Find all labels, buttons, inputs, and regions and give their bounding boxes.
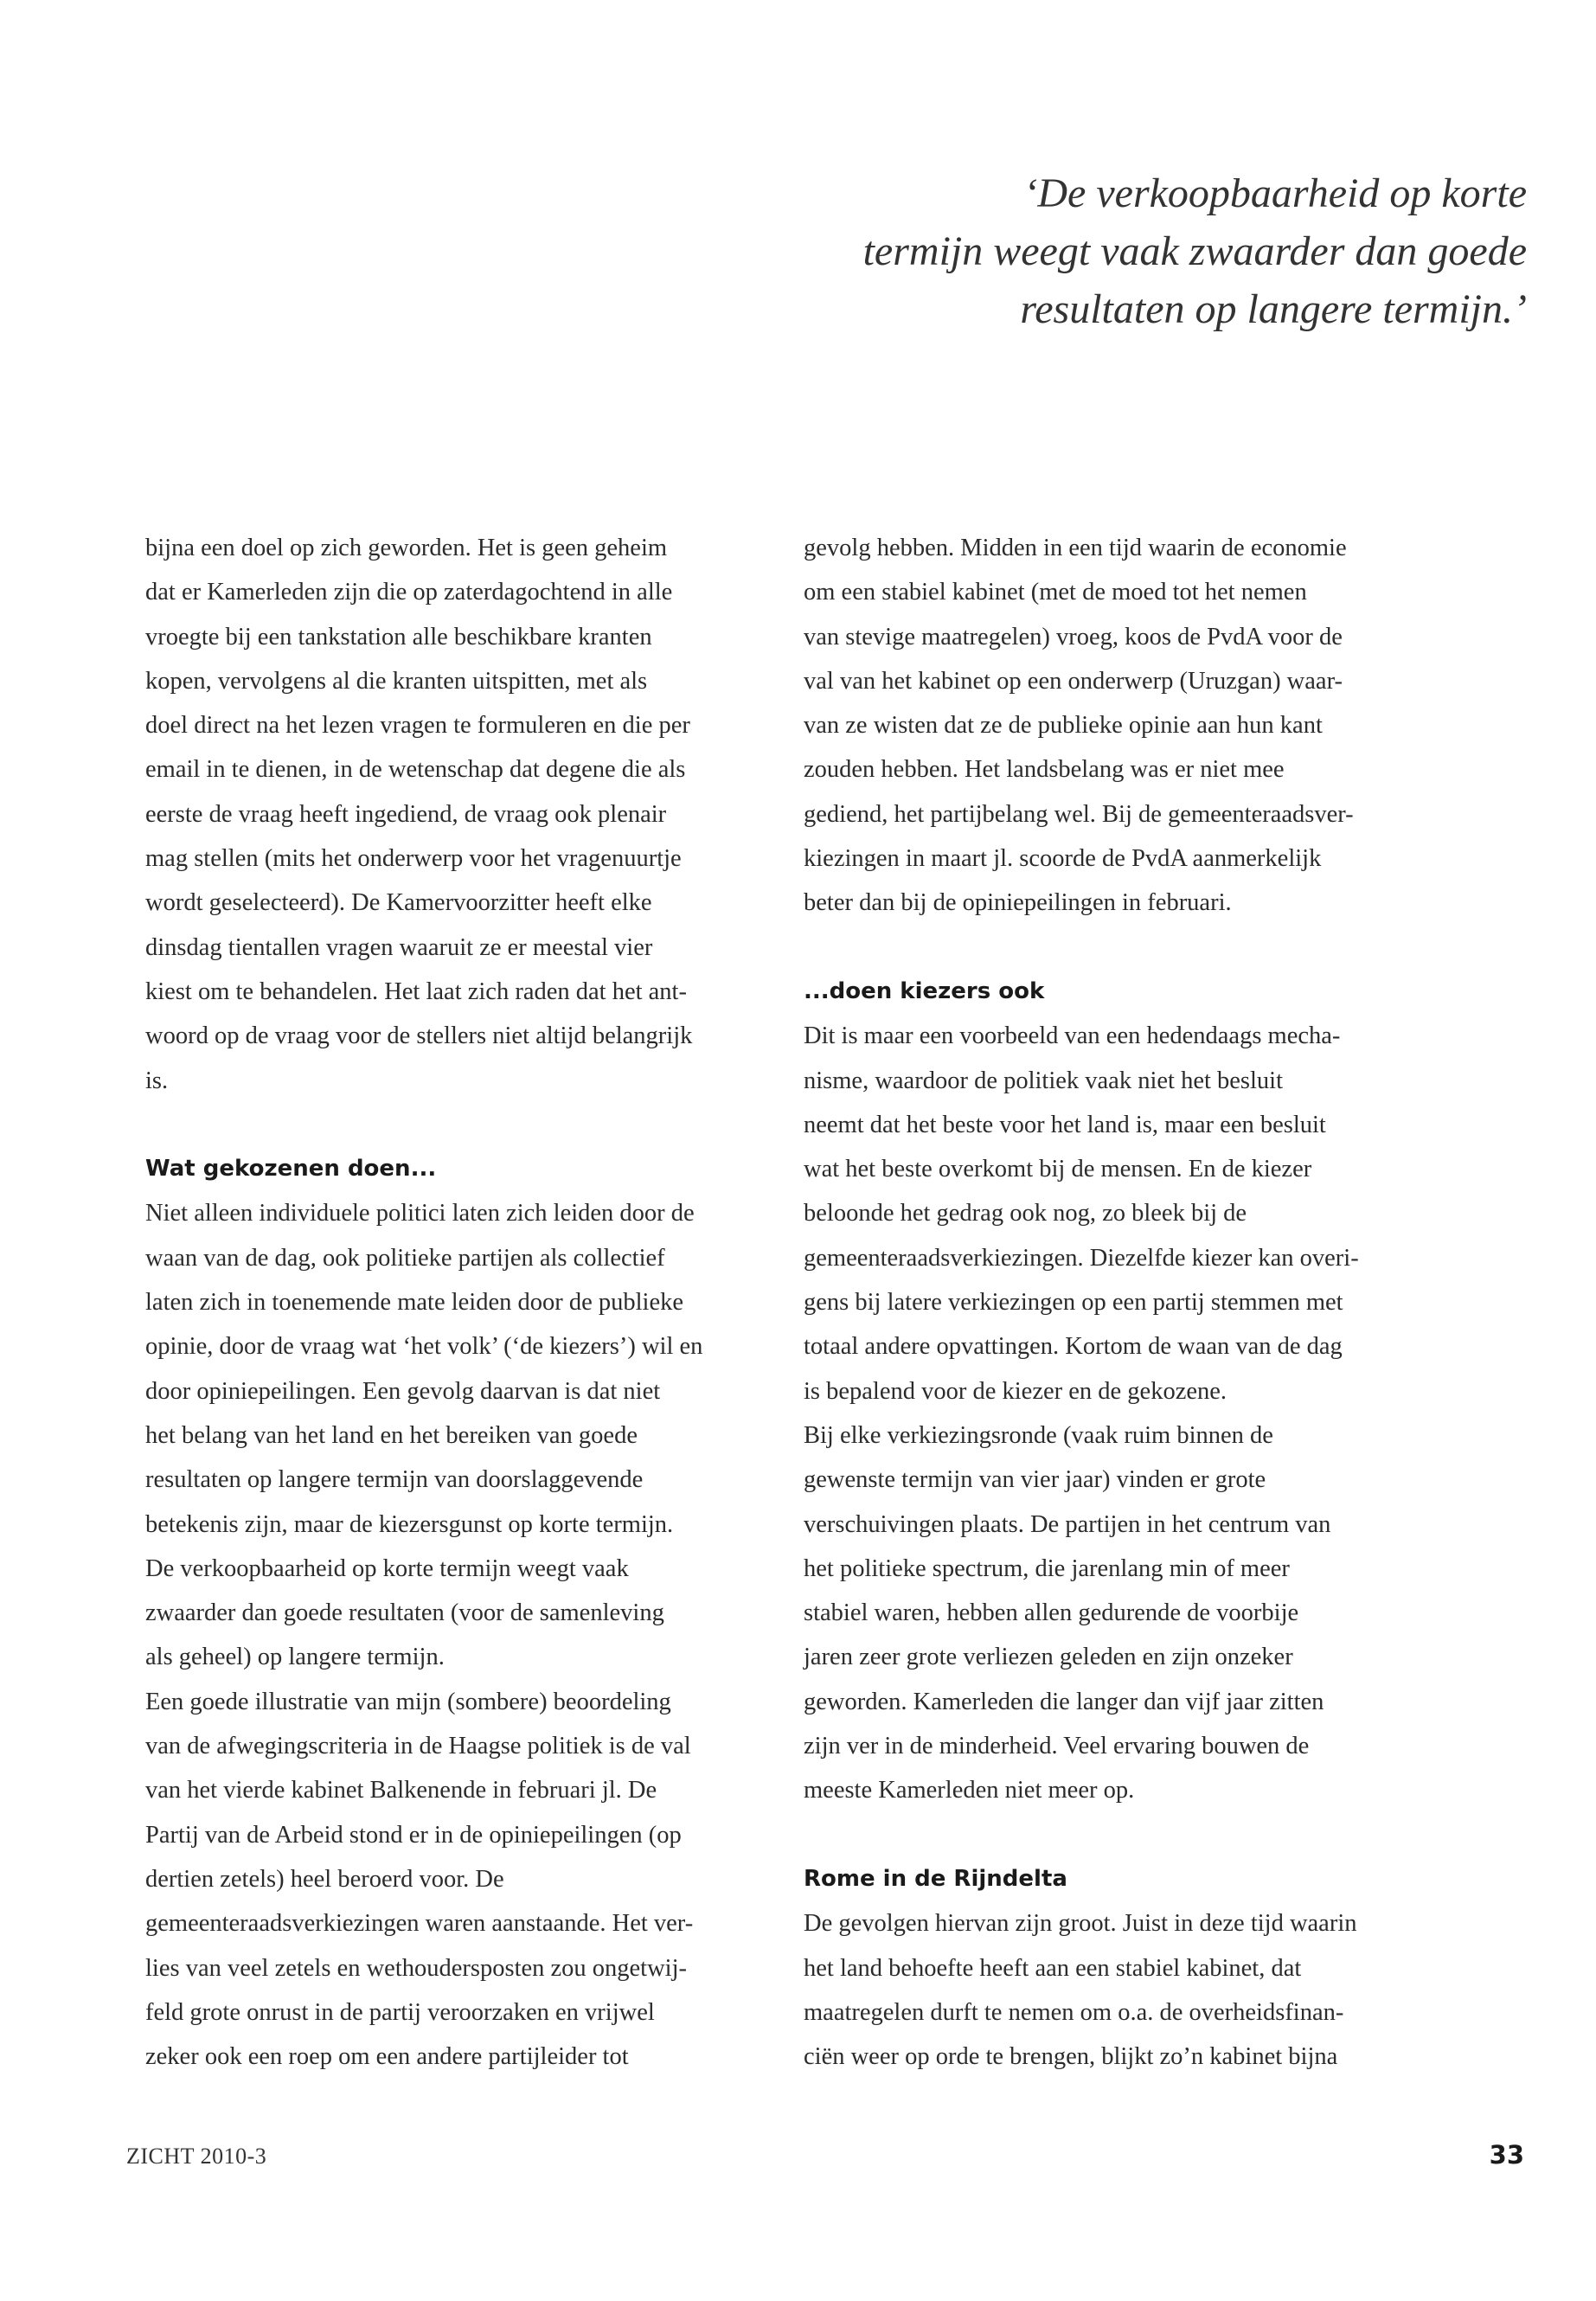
text-line: beloonde het gedrag ook nog, zo bleek bij de (804, 1200, 1247, 1227)
text-line: van stevige maatregelen) vroeg, koos de PvdA voor de (804, 623, 1343, 651)
pull-quote-line: resultaten op langere termijn.’ (1020, 286, 1527, 332)
text-line: van de afwegingscriteria in de Haagse politiek is de val (145, 1733, 691, 1760)
text-line: verschuivingen plaats. De partijen in het centrum van (804, 1510, 1331, 1538)
text-line: woord op de vraag voor de stellers niet altijd belangrijk (145, 1022, 693, 1050)
text-line: totaal andere opvattingen. Kortom de waan van de dag (804, 1333, 1343, 1361)
text-line: De gevolgen hiervan zijn groot. Juist in deze tijd waarin (804, 1910, 1357, 1938)
text-line: kiest om te behandelen. Het laat zich raden dat het ant- (145, 977, 687, 1005)
text-line: gemeenteraadsverkiezingen waren aanstaande. Het ver- (145, 1910, 694, 1938)
pull-quote (662, 164, 1527, 338)
text-line: van ze wisten dat ze de publieke opinie aan hun kant (804, 712, 1323, 740)
text-line: dat er Kamerleden zijn die op zaterdagochtend in alle (145, 579, 673, 606)
text-line: mag stellen (mits het onderwerp voor het vragenuurtje (145, 845, 682, 873)
text-line: gediend, het partijbelang wel. Bij de gemeenteraadsver- (804, 800, 1354, 828)
text-line: wat het beste overkomt bij de mensen. En de kiezer (804, 1156, 1312, 1183)
text-line: Bij elke verkiezingsronde (vaak ruim binnen de (804, 1421, 1273, 1449)
text-line: vroegte bij een tankstation alle beschikbare kranten (145, 623, 652, 651)
text-line: dinsdag tientallen vragen waaruit ze er meestal vier (145, 933, 653, 961)
text-line: wordt geselecteerd). De Kamervoorzitter heeft elke (145, 889, 652, 917)
body-paragraph (804, 526, 1461, 926)
text-line: bijna een doel op zich geworden. Het is geen geheim (145, 535, 668, 561)
footer-publication: ZICHT 2010-3 (126, 2144, 267, 2169)
text-line: zwaarder dan goede resultaten (voor de samenleving (145, 1599, 664, 1627)
text-line: Partij van de Arbeid stond er in de opiniepeilingen (op (145, 1821, 682, 1849)
text-line: Een goede illustratie van mijn (sombere) beoordeling (145, 1688, 671, 1715)
text-line: Niet alleen individuele politici laten zich leiden door de (145, 1200, 695, 1227)
text-line: als geheel) op langere termijn. (145, 1644, 445, 1671)
body-paragraph (804, 1014, 1461, 1812)
paragraph-gap (804, 1813, 1461, 1857)
text-line: neemt dat het beste voor het land is, maar een besluit (804, 1111, 1326, 1138)
text-line: zeker ook een roep om een andere partijleider tot (145, 2043, 629, 2071)
text-line: eerste de vraag heeft ingediend, de vraag ook plenair (145, 800, 667, 828)
text-line: geworden. Kamerleden die langer dan vijf jaar zitten (804, 1688, 1324, 1715)
paragraph-gap (804, 926, 1461, 970)
text-line: door opiniepeilingen. Een gevolg daarvan is dat niet (145, 1377, 661, 1405)
text-line: is. (145, 1067, 169, 1094)
paragraph-gap (145, 1103, 785, 1147)
text-line: gens bij latere verkiezingen op een partij stemmen met (804, 1289, 1343, 1317)
text-line: feld grote onrust in de partij veroorzaken en vrijwel (145, 1998, 655, 2026)
text-line: jaren zeer grote verliezen geleden en zijn onzeker (804, 1644, 1293, 1671)
text-line: betekenis zijn, maar de kiezersgunst op korte termijn. (145, 1510, 674, 1538)
text-line: het politieke spectrum, die jarenlang min of meer (804, 1554, 1290, 1582)
text-line: waan van de dag, ook politieke partijen als collectief (145, 1244, 665, 1272)
text-line: laten zich in toenemende mate leiden door de publieke (145, 1289, 684, 1317)
page-number: 33 (1489, 2140, 1524, 2170)
left-column (145, 526, 785, 2079)
text-line: Dit is maar een voorbeeld van een hedendaags mecha- (804, 1022, 1341, 1050)
text-line: doel direct na het lezen vragen te formuleren en die per (145, 712, 690, 740)
text-line: zouden hebben. Het landsbelang was er niet mee (804, 756, 1285, 784)
text-line: is bepalend voor de kiezer en de gekozene. (804, 1377, 1227, 1405)
text-line: stabiel waren, hebben allen gedurende de voorbije (804, 1599, 1299, 1627)
text-line: beter dan bij de opiniepeilingen in februari. (804, 889, 1232, 917)
text-line: ciën weer op orde te brengen, blijkt zo’n kabinet bijna (804, 2043, 1338, 2071)
text-line: gevolg hebben. Midden in een tijd waarin de economie (804, 535, 1347, 561)
section-heading: Rome in de Rijndelta (804, 1865, 1067, 1892)
text-line: van het vierde kabinet Balkenende in februari jl. De (145, 1777, 657, 1804)
text-line: het belang van het land en het bereiken van goede (145, 1421, 638, 1449)
pull-quote-line: termijn weegt vaak zwaarder dan goede (862, 228, 1527, 274)
body-paragraph (804, 1901, 1461, 2079)
text-line: lies van veel zetels en wethoudersposten zou ongetwij- (145, 1954, 688, 1982)
section-heading: Wat gekozenen doen... (145, 1156, 437, 1183)
text-line: resultaten op langere termijn van doorslaggevende (145, 1466, 644, 1494)
text-line: dertien zetels) heel beroerd voor. De (145, 1865, 504, 1893)
text-line: gewenste termijn van vier jaar) vinden er grote (804, 1466, 1266, 1494)
text-line: val van het kabinet op een onderwerp (Uruzgan) waar- (804, 667, 1343, 695)
text-line: meeste Kamerleden niet meer op. (804, 1777, 1135, 1804)
text-line: maatregelen durft te nemen om o.a. de overheidsfinan- (804, 1998, 1344, 2026)
text-line: De verkoopbaarheid op korte termijn weegt vaak (145, 1554, 629, 1582)
section-heading: ...doen kiezers ook (804, 977, 1045, 1004)
text-line: gemeenteraadsverkiezingen. Diezelfde kiezer kan overi- (804, 1244, 1359, 1272)
body-paragraph (145, 1191, 785, 2079)
text-line: om een stabiel kabinet (met de moed tot het nemen (804, 579, 1307, 606)
text-line: zijn ver in de minderheid. Veel ervaring bouwen de (804, 1733, 1310, 1760)
text-line: nisme, waardoor de politiek vaak niet het besluit (804, 1067, 1284, 1094)
pull-quote-line: ‘De verkoopbaarheid op korte (1023, 170, 1527, 216)
text-line: email in te dienen, in de wetenschap dat degene die als (145, 756, 686, 784)
body-paragraph (145, 526, 785, 1103)
text-line: kiezingen in maart jl. scoorde de PvdA aanmerkelijk (804, 845, 1322, 873)
text-line: het land behoefte heeft aan een stabiel kabinet, dat (804, 1954, 1302, 1982)
text-line: kopen, vervolgens al die kranten uitspitten, met als (145, 667, 648, 695)
right-column (804, 526, 1461, 2079)
text-line: opinie, door de vraag wat ‘het volk’ (‘de kiezers’) wil en (145, 1333, 703, 1361)
